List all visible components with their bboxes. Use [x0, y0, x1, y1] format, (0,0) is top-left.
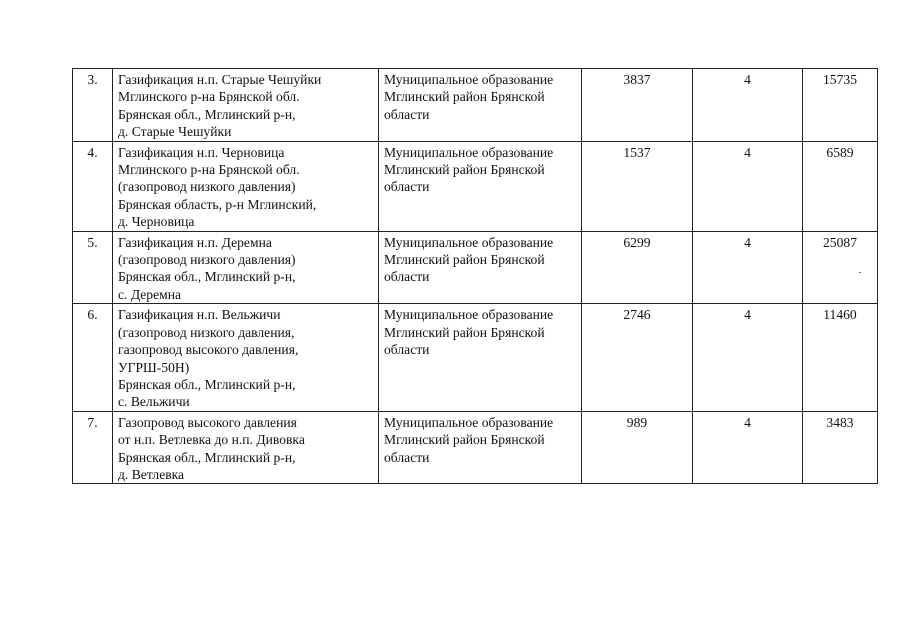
value-2: 4: [693, 411, 803, 484]
value-1: 6299: [582, 231, 693, 304]
description-line: (газопровод низкого давления): [118, 252, 296, 268]
description-line: Газификация н.п. Вельжичи: [118, 307, 281, 323]
value-1: 1537: [582, 141, 693, 231]
table-row: [73, 411, 878, 484]
municipality-line: Муниципальное образование: [384, 234, 554, 250]
table-row: [73, 141, 878, 231]
value-1: 3837: [582, 69, 693, 142]
description-line: Брянская обл., Мглинский р-н,: [118, 269, 296, 285]
municipality-line: Мглинский район Брянской: [384, 432, 545, 448]
description-line: д. Черновица: [118, 214, 195, 230]
municipality-line: Муниципальное образование: [384, 414, 554, 430]
project-description: [113, 411, 379, 484]
value-1: 2746: [582, 304, 693, 411]
municipality-line: Мглинский район Брянской: [384, 324, 545, 340]
description-line: Газификация н.п. Деремна: [118, 234, 272, 250]
description-line: Брянская обл., Мглинский р-н,: [118, 449, 296, 465]
municipality-line: области: [384, 106, 430, 122]
municipality-line: области: [384, 179, 430, 195]
value-2: 4: [693, 141, 803, 231]
project-description: [113, 231, 379, 304]
description-line: (газопровод низкого давления): [118, 179, 296, 195]
value-2: 4: [693, 304, 803, 411]
description-line: с. Деремна: [118, 286, 182, 302]
row-number: 7.: [73, 411, 113, 484]
description-line: Мглинского р-на Брянской обл.: [118, 89, 300, 105]
table-row: [73, 69, 878, 142]
value-3: 6589: [803, 141, 878, 231]
description-line: Газопровод высокого давления: [118, 414, 297, 430]
description-line: (газопровод низкого давления,: [118, 324, 295, 340]
table-row: [73, 304, 878, 411]
municipality: [379, 304, 582, 411]
description-line: УГРШ-50Н): [118, 359, 190, 375]
municipality: [379, 411, 582, 484]
municipality-line: Муниципальное образование: [384, 72, 554, 87]
description-line: д. Ветлевка: [118, 466, 185, 482]
municipality: [379, 231, 582, 304]
row-number: 4.: [73, 141, 113, 231]
value-3: 11460: [803, 304, 878, 411]
municipality-line: Муниципальное образование: [384, 307, 554, 323]
municipality: [379, 141, 582, 231]
description-line: Газификация н.п. Старые Чешуйки: [118, 72, 322, 87]
row-number: 5.: [73, 231, 113, 304]
municipality-line: Мглинский район Брянской: [384, 252, 545, 268]
description-line: газопровод высокого давления,: [118, 342, 299, 358]
gasification-table: [72, 68, 878, 484]
project-description: [113, 141, 379, 231]
table-body: [73, 69, 878, 484]
municipality-line: Мглинский район Брянской: [384, 89, 545, 105]
municipality: [379, 69, 582, 142]
description-line: от н.п. Ветлевка до н.п. Дивовка: [118, 432, 305, 448]
value-3: 3483: [803, 411, 878, 484]
municipality-line: Муниципальное образование: [384, 144, 554, 160]
value-3: 25087: [803, 231, 878, 304]
description-line: Брянская обл., Мглинский р-н,: [118, 376, 296, 392]
value-2: 4: [693, 69, 803, 142]
municipality-line: Мглинский район Брянской: [384, 162, 545, 178]
value-3: 15735: [803, 69, 878, 142]
value-2: 4: [693, 231, 803, 304]
description-line: с. Вельжичи: [118, 394, 190, 410]
scan-speck: [859, 272, 861, 273]
table-row: [73, 231, 878, 304]
row-number: 6.: [73, 304, 113, 411]
municipality-line: области: [384, 449, 430, 465]
description-line: Мглинского р-на Брянской обл.: [118, 162, 300, 178]
description-line: Брянская обл., Мглинский р-н,: [118, 106, 296, 122]
municipality-line: области: [384, 269, 430, 285]
municipality-line: области: [384, 342, 430, 358]
project-description: [113, 304, 379, 411]
project-description: [113, 69, 379, 142]
description-line: Газификация н.п. Черновица: [118, 144, 285, 160]
description-line: Брянская область, р-н Мглинский,: [118, 196, 317, 212]
description-line: д. Старые Чешуйки: [118, 124, 232, 140]
value-1: 989: [582, 411, 693, 484]
row-number: 3.: [73, 69, 113, 142]
